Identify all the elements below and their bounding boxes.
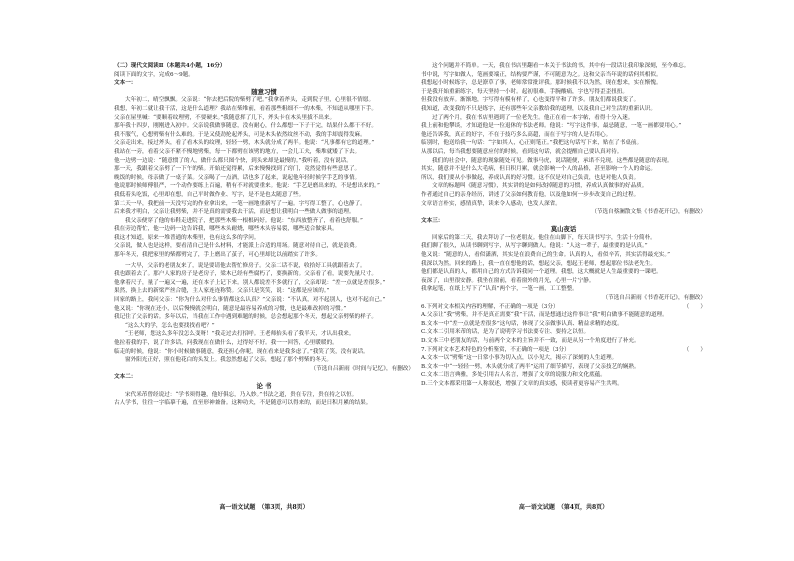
text1-body — [114, 96, 414, 364]
paragraph-line: 晚饭的时候，母亲做了一桌子菜。父亲喝了一点酒，话也多了起来，说起他年轻时候学手艺的事情。 — [114, 174, 361, 181]
paragraph-line: 作者通过自己的亲身经历，讲述了父亲如何教育他，以及他如何一步步改变自己的过程。 — [421, 191, 640, 198]
paragraph-line: 古人学书，往往一字临摹千遍，直至形神兼备。这种功夫，不是随意可以得来的，而是日积月累的结果。 — [114, 400, 372, 407]
section-header: （二）现代文阅读Ⅱ（本题共4小题，16分） — [114, 63, 226, 69]
paragraph-line: 窗外阳光正好，照在他花白的头发上。我忽然想起了父亲，想起了那个劈柴的冬天。 — [125, 357, 332, 364]
paragraph-line: 我知道，改变我的不只是练字，还有那些年父亲教给我的道理，以及我自己对生活的重新认识。 — [421, 105, 656, 112]
paragraph-line: “这么大的学，怎么也要找找看吧？” — [125, 322, 215, 329]
q6-option-c: C.文本二引用米芾的话，是为了说明学习书法要专注、要持之以恒。 — [421, 329, 590, 336]
text1-source: （节选自吕新雨《时间与记忆》，有删改） — [310, 365, 414, 372]
intro-source: （节选自蔡澜散文集《书香花开记》，有删改） — [591, 209, 706, 216]
q6-option-a: A.父亲让“我”劈柴，并不是真正需要“我”干活，而是想通过这件事让“我”明白做事不能随意的道理。 — [421, 312, 668, 319]
paragraph-line: 我们的社会中，随意的现象随处可见。做事马虎，说话随便，承诺不兑现，这些都是随意的表现。 — [432, 157, 673, 164]
paragraph-line: 我这才知道，原来一堆普通的木柴里，也有这么多的学问。 — [114, 234, 260, 241]
paragraph-line: 我也跟着去了。那户人家的房子是老房子，梁木已经有些腐朽了，要换新的。父亲看了看，说要先量尺寸。 — [114, 271, 377, 278]
paragraph-line: 我记住了父亲的话。多年以后，当我在工作中遇到难题的时候，总会想起那个冬天，想起父亲劈柴的样子。 — [114, 314, 377, 321]
text1-label: 文本一： — [114, 80, 137, 87]
paragraph-line: 我站在一旁，看着父亲不紧不慢地劈柴，每一下都劈在该劈的地方，一会儿工夫，柴堆就矮了下去。 — [114, 148, 361, 155]
paragraph-line: “王老师，您这么多年没怎么变呀！”我走过去打招呼。王老师抬头看了我半天，才认出我来。 — [125, 331, 355, 338]
question-6 — [421, 303, 706, 346]
q7-stem: 7.下列对文本艺术特色的分析鉴赏，不正确的一项是（3分） — [421, 346, 570, 353]
paragraph-line: 后来我才明白，父亲让我劈柴，并不是真的需要我去干活，而是想让我明白一些做人做事的道理。 — [114, 209, 355, 216]
paragraph-line: 他还告诉我，真正的好字，不在于技巧多么高超，而在于写字的人是否用心。 — [421, 131, 612, 138]
paragraph-line: 临别时，他送给我一句话：“字如其人，心正则笔正。”我把这句话写下来，贴在了书桌前。 — [421, 140, 643, 147]
q7-answer-box[interactable]: （ ） — [683, 346, 706, 353]
left-page — [114, 62, 414, 502]
q7-option-b: B.文本一中“一轻轻一劈，木头就分成了两半”运用了细节描写，表现了父亲技艺的娴熟。 — [421, 363, 640, 370]
paragraph-line: 他拉着我的手，说了许多话，问我现在在做什么，过得好不好。我一一回答，心里暖暖的。 — [114, 340, 338, 346]
paragraph-line: 其实，随意并不是什么大毛病，但日积月累，就会影响一个人的品格，甚至影响一个人的命运。 — [421, 166, 656, 173]
text3-title: 莫山夜话 — [550, 225, 577, 234]
paragraph-line: 我低着头吃饭，心里却在想，自己平时做作业、写字，是不是也太随意了些。 — [114, 191, 305, 198]
q7-option-a: A.文本一以“劈柴”这一日常小事为切入点，以小见大，揭示了深刻的人生道理。 — [421, 355, 618, 362]
paragraph-line: 所以，我们要从小事做起，养成认真的好习惯。这不仅是对自己负责，也是对他人负责。 — [421, 174, 640, 181]
text1-title: 随意习惯 — [251, 87, 277, 96]
paragraph-line: 他拿着尺子，量了一遍又一遍，还在本子上记下来。别人都说差不多就行了，父亲却说：“差一点就是差很多。” — [114, 279, 386, 286]
text2-title: 论 书 — [256, 381, 272, 390]
q7-stem-row — [421, 346, 706, 355]
paragraph-line: 大年初二，晴空飘飘。父亲说：“你去把后院的柴劈了吧。”我拿着斧头，走到院子里，心里很不情愿。 — [125, 97, 375, 104]
paragraph-line: 父亲说，做人也是这样，要看清自己是什么材料，才能派上合适的用场。随意对待自己，就是浪费。 — [114, 243, 361, 250]
instruction: 阅读下面的文字，完成6～9题。 — [114, 71, 194, 78]
paragraph-line: 夜深了，山里很安静。我坐在窗前，看着窗外的月光，心里一片宁静。 — [421, 277, 595, 284]
paragraph-line: 我不服气，心想劈柴有什么难的。于是又使劲抡起斧头，可是木头依然纹丝不动，我的手却震得发麻。 — [114, 131, 366, 138]
paragraph-line: 我父亲便穿了他的布鞋走进院子，把那些木柴一根根码好。他说：“东西放整齐了，看着也舒服。” — [125, 217, 363, 224]
paragraph-line: 他说那时候师傅很严，一个动作要练上百遍，稍有不对就要重来。他说：“手艺是磨出来的，不是想出来的。” — [114, 183, 380, 190]
paragraph-line: 宋代米芾曾经说过：“学书须得趣，他好俱忘，乃入妙。”书法之道，贵在专注，贵在持之以恒。 — [125, 391, 358, 398]
paragraph-line: 他又说：“你现在还小，以后慢慢就会明白，随意是最容易养成的习惯，也是最难改掉的习惯。” — [114, 305, 347, 312]
paragraph-line: 父亲走出来，接过斧头，看了看木头的纹理，轻轻一劈，木头就分成了两半。他说：“凡事都有它的道理。” — [114, 140, 375, 147]
paragraph-line: 一大早，父亲的老朋友来了，说是要请他去帮忙修房子。父亲二话不说，收拾好工具就跟着去了。 — [125, 262, 366, 269]
paragraph-line: 第二天一早，我把前一天没写完的作业拿出来，一笔一画地重新写了一遍。字写得工整了，心也静了。 — [114, 200, 366, 207]
right-page — [421, 62, 706, 502]
paragraph-line: 这个问题并不简单。一天，我在书店里翻看一本关于书法的书，其中有一段话让我印象深刻，至今难忘。 — [432, 63, 690, 69]
paragraph-line: 临走的时候，他说：“你小时候做事随意，我还担心你呢，现在看来是我多虑了。”我笑了笑，没有说话。 — [114, 348, 369, 355]
paragraph-line: 那一天，我跟着父亲劈了一下午的柴。开始还觉得累，后来慢慢找到了窍门，竟然觉得有些意思了。 — [114, 166, 361, 173]
paragraph-line: 我想起小时候练字，总是潦草了事，老师常常批评我。那时候我不以为然，现在想来，实在惭愧。 — [421, 80, 662, 87]
q7-option-c: C.文本二语言典雅，多处引用古人名言，增强了文章的说服力和文化底蕴。 — [421, 372, 606, 379]
paragraph-line: 文章语言朴实，感情真挚，读来令人感动，也发人深省。 — [421, 200, 561, 207]
paragraph-line: 他一边劈一边说：“随意惯了的人，做什么都只图个快，到头来却是最慢的。”我听着，没有说话。 — [114, 157, 352, 164]
q6-stem: 6.下列对文本相关内容的理解，不正确的一项是（3分） — [421, 303, 559, 310]
paragraph-line: 果然，换上去的新梁严丝合缝，主人家连连称赞。父亲只是笑笑，说：“这都是应该的。” — [114, 288, 330, 295]
q6-option-d: D.文本三中老朋友的话，与前两个文本的主旨并不一致，而是从另一个角度进行了补充。 — [421, 338, 640, 344]
text3-source: （节选自吕新雨《书香花开记》，有删改） — [602, 295, 706, 302]
text3-label: 文本三： — [421, 217, 444, 224]
paragraph-line: 我拿起笔，在纸上写下了“认真”两个字，一笔一画，工工整整。 — [421, 286, 578, 293]
paragraph-line: 书中说，写字如做人，笔画要端正，结构要严谨，不可随意为之。这和父亲当年说的话何其相似。 — [421, 71, 662, 78]
paragraph-line: 我们聊了很久，从读书聊到写字，从写字聊到做人。他说：“人这一辈子，最重要的是认真。” — [421, 243, 648, 250]
paragraph-line: 文章的标题叫《随意习惯》，其实讲的是如何改掉随意的习惯，养成认真做事的好品质。 — [432, 183, 648, 190]
paragraph-line: 但我没有放弃。渐渐地，字写得有模有样了，心也变得平和了许多。朋友们都说我变了。 — [421, 97, 640, 104]
left-page-footer: 高一语文试题 （第3页，共8页） — [219, 504, 309, 511]
q7-option-d: D.三个文本都采用第一人称叙述，增强了文章的真实感，使读者更容易产生共鸣。 — [421, 380, 623, 387]
paragraph-line: 于是我开始重新练字，每天坚持一小时。起初很难，手腕酸痛，字也写得歪歪扭扭。 — [421, 88, 628, 95]
paragraph-line: 我在旁边帮忙，他一边码一边告诉我，哪些木头耐烧，哪些木头容易裂，哪些适合做家具。 — [114, 226, 338, 233]
q6-stem-row — [421, 303, 706, 312]
paragraph-line: 回家的路上，我问父亲：“你为什么对什么事情都这么认真？”父亲说：“不认真，对不起别人，也对不起自己。” — [114, 297, 386, 304]
paragraph-line: 那年我十四岁，刚刚进入初中。父亲说我做事随意，没有耐心，什么都想一下子干完，结果什么都干不好。 — [114, 123, 377, 130]
paragraph-line: 他们都是认真的人，都用自己的方式告诉我同一个道理。我想，这大概就是人生最重要的一课吧。 — [421, 269, 662, 276]
text2-label: 文本二： — [114, 374, 137, 381]
paragraph-line: 从那以后，每当我想要随意应付的时候，看到这句话，就会提醒自己要认真对待。 — [421, 148, 623, 155]
q6-answer-box[interactable]: （ ） — [683, 303, 706, 310]
question-7 — [421, 346, 706, 389]
paragraph-line: 他又说：“随意的人，看似潇洒，其实是在浪费自己的生命。认真的人，看似辛苦，其实活得最充实。” — [421, 252, 671, 259]
paragraph-line: 我深以为然。回来的路上，我一直在想他的话，想起父亲，想起王老师，想起那位书法老先生。 — [421, 260, 656, 267]
paragraph-line: 我上前和他攀谈，才知道他是一位退休的书法老师。他说：“写字这件事，最忌随意，一笔一画都要用心。” — [421, 123, 682, 130]
paragraph-line: 回家后的第二天，我去拜访了一位老朋友。他住在山脚下，每天读书写字，生活十分简朴。 — [432, 234, 656, 241]
q6-option-b: B.文本一中“差一点就是差很多”这句话，体现了父亲做事认真、精益求精的态度。 — [421, 320, 623, 327]
paragraph-line: 那年冬天，我把家里的柴都劈完了，手上磨出了茧子，可心里却比以前踏实了许多。 — [114, 252, 321, 259]
right-page-footer: 高一语文试题 （第4页，共8页） — [518, 504, 609, 511]
paragraph-line: 父亲在屋里喊：“要顺着纹理劈，不要硬来。”我随意挥了几下，斧头卡在木头里拔不出来。 — [114, 114, 336, 121]
paragraph-line: 过了两个月，我在书店里遇到了一位老先生。他正在看一本字帖，看得十分入迷。 — [432, 114, 634, 121]
paragraph-line: 我想，年初二就让我干活，这是什么道理？我站在柴堆前，看着那些粗细不一的木柴，不知道从哪里下手。 — [114, 105, 377, 112]
